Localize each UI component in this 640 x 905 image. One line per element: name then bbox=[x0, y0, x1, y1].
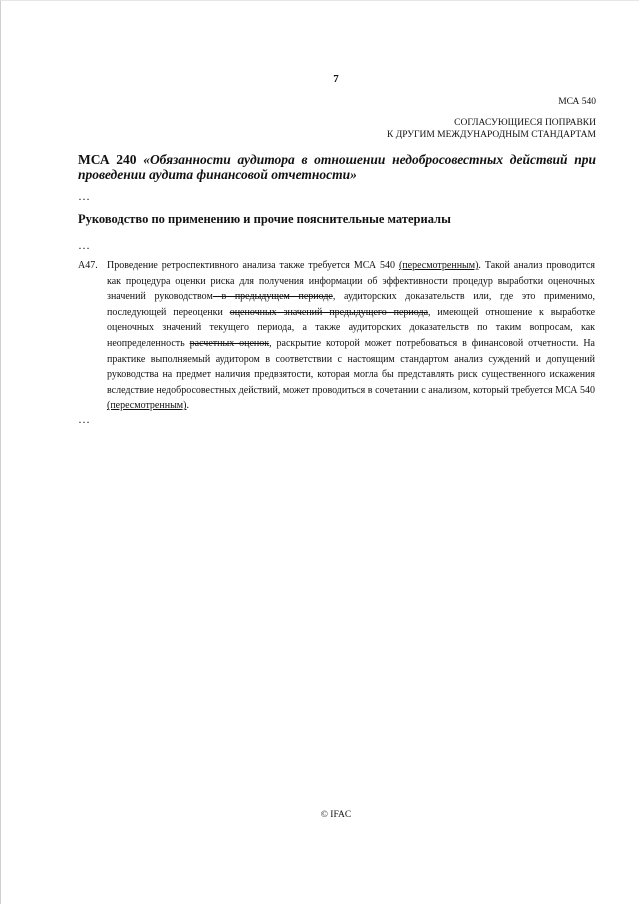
copyright-footer: © IFAC bbox=[320, 810, 352, 820]
paragraph-segment: . bbox=[186, 400, 189, 412]
paragraph-segment: , имеющей отношение к выработке оценочных значений текущего периода, а также аудиторских доказательств по таким вопросам, как неопределенность bbox=[107, 306, 596, 349]
section-heading bbox=[78, 152, 596, 182]
inserted-text: (пересмотренным) bbox=[107, 400, 187, 412]
amendments-title-line1: СОГЛАСУЮЩИЕСЯ ПОПРАВКИ bbox=[454, 118, 596, 128]
deleted-text: расчетных оценок bbox=[189, 337, 270, 349]
paragraph-number: A47. bbox=[78, 260, 98, 271]
section-name: «Обязанности аудитора в отношении недобросовестных действий при проведении аудита финансовой отчетности» bbox=[78, 152, 596, 182]
omission-marker: … bbox=[78, 412, 91, 426]
standard-code: МСА 540 bbox=[558, 97, 596, 107]
inserted-text: (пересмотренным) bbox=[398, 260, 479, 271]
page-number: 7 bbox=[333, 73, 339, 85]
amendments-title-line2: К ДРУГИМ МЕЖДУНАРОДНЫМ СТАНДАРТАМ bbox=[387, 130, 596, 140]
section-code: МСА 240 bbox=[78, 152, 137, 167]
subheading: Руководство по применению и прочие пояснительные материалы bbox=[78, 212, 451, 226]
omission-marker: … bbox=[78, 189, 91, 203]
paragraph-segment: , раскрытие которой может потребоваться в финансовой отчетности. На практике выполняемый аудитором в соответствии с настоящим стандартом анализ суждений и допущений руководства на предмет наличия предвзятости, которая могла бы представлять риск существенного искажения вследствие недобросовестных действий, может проводиться в сочетании с анализом, который требуется МСА 540 bbox=[107, 337, 595, 396]
paragraph-segment: . Такой анализ проводится как процедура оценки риска для получения информации об эффективности процедур выработки оценочных значений руководством bbox=[107, 260, 596, 303]
paragraph-segment: , аудиторских доказательств или, где это применимо, последующей переоценки bbox=[107, 291, 596, 318]
deleted-text: в предыдущем периоде bbox=[212, 291, 333, 303]
amendments-title bbox=[387, 117, 596, 141]
deleted-text: оценочных значений предыдущего периода bbox=[229, 306, 429, 318]
paragraph-text bbox=[107, 258, 595, 414]
paragraph-segment: Проведение ретроспективного анализа также требуется МСА 540 bbox=[107, 260, 399, 271]
omission-marker: … bbox=[78, 238, 91, 252]
